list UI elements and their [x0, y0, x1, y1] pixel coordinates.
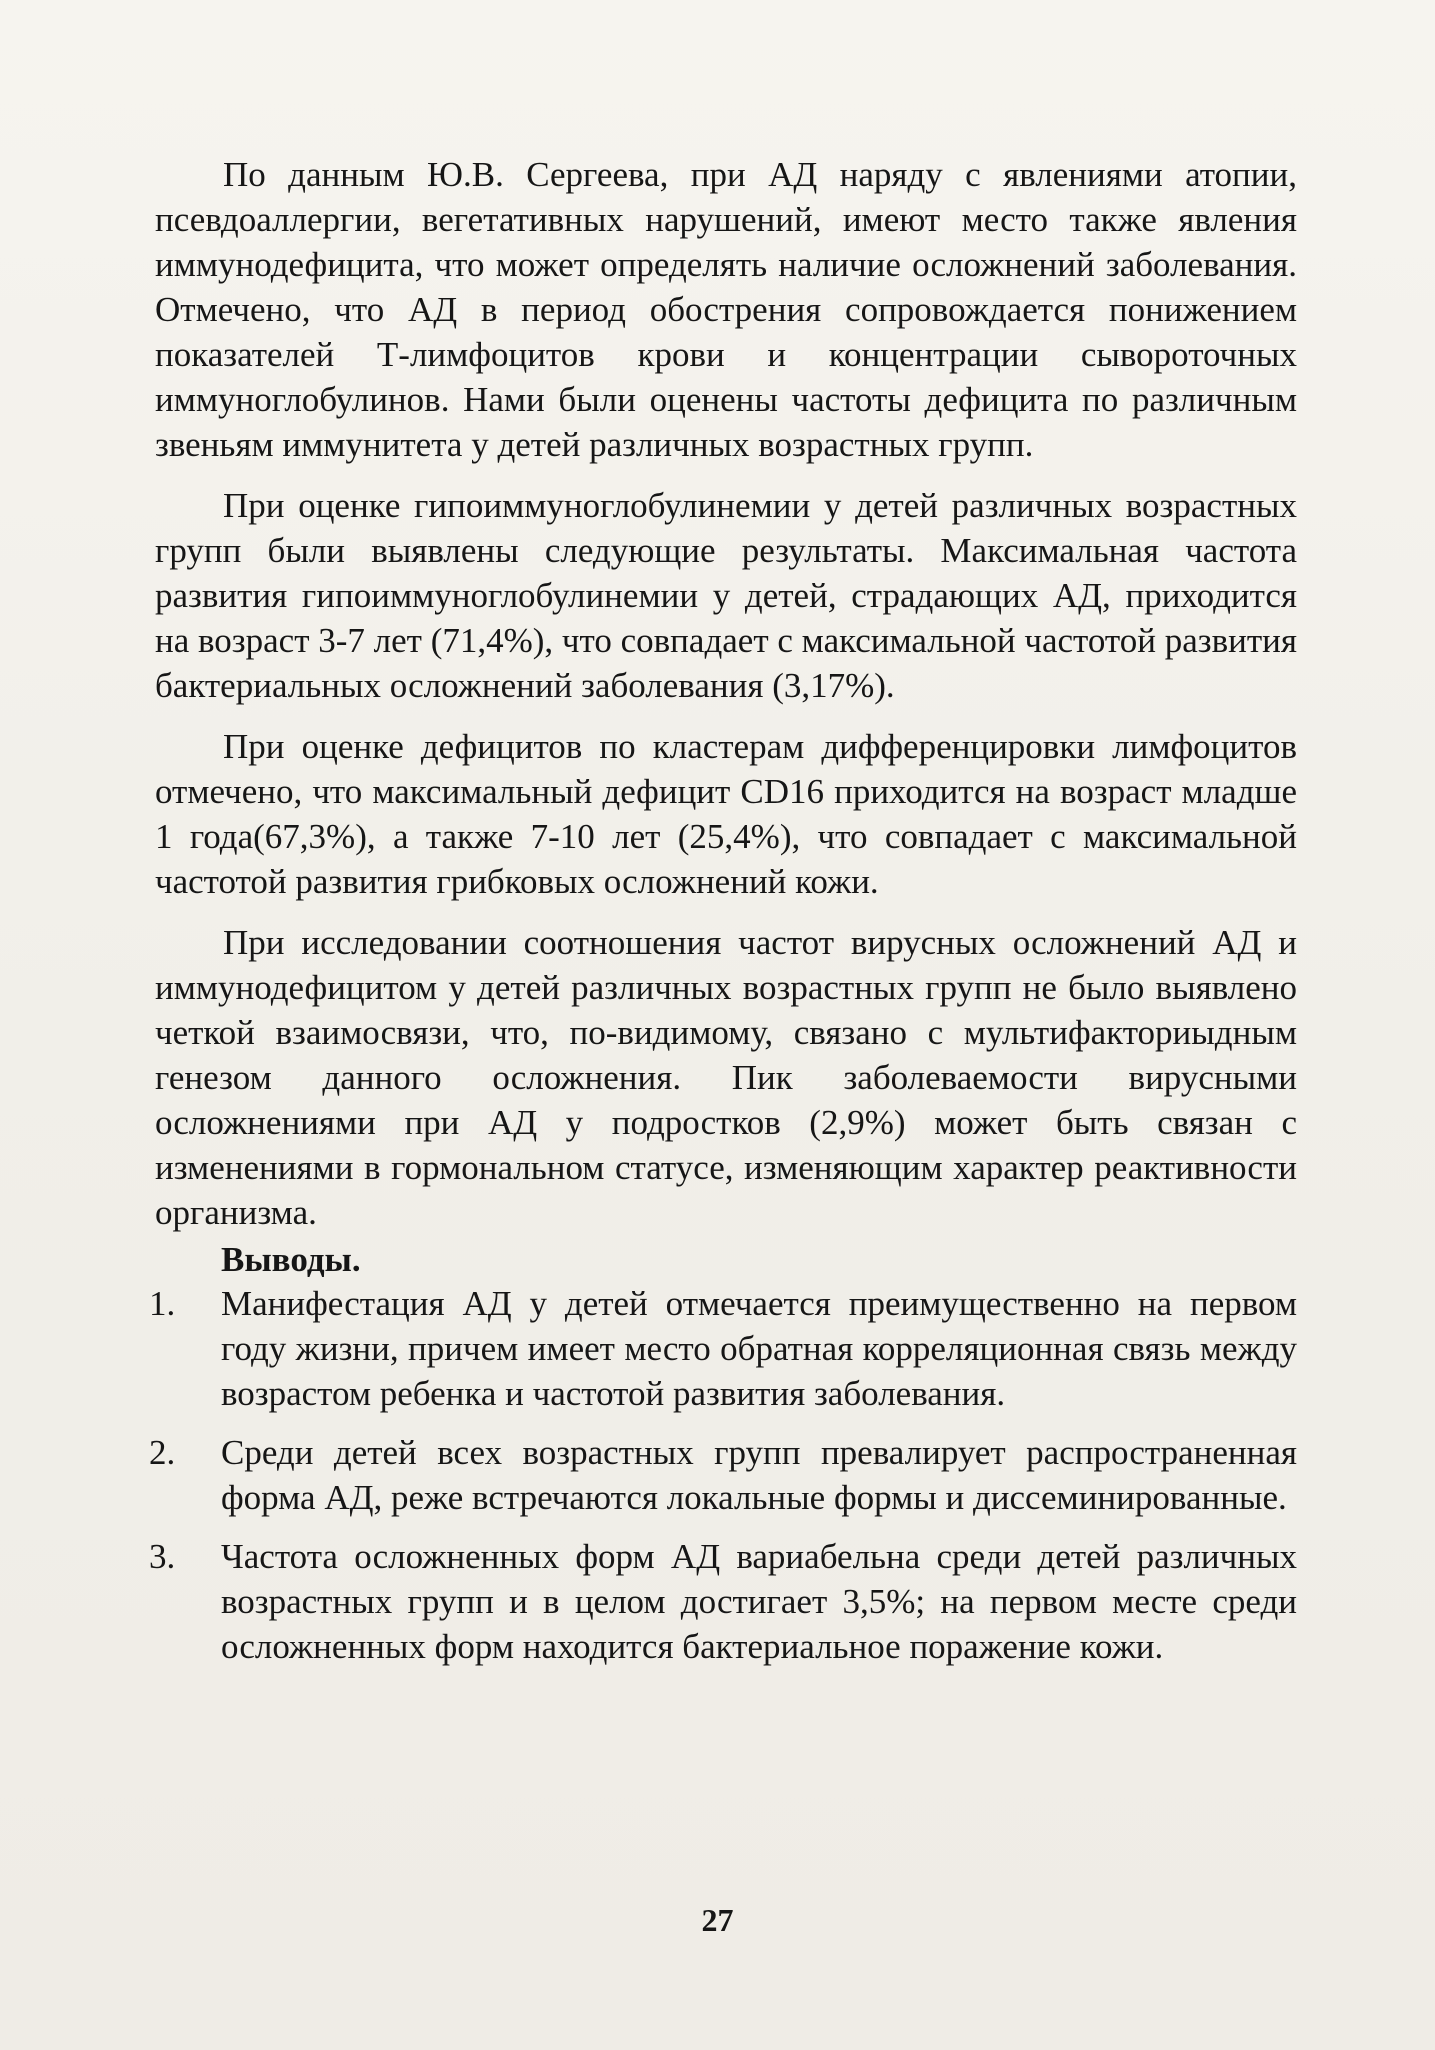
list-item-number: 2. — [149, 1433, 176, 1472]
paragraph-2: При оценке гипоиммуноглобулинемии у детей различных возрастных групп были выявлены следующие результаты. Максимальная частота развития гипоиммуноглобулинемии у детей, страдающих АД, приходится на возраст 3-7 лет (71,4%), что совпадает с максимальной частотой развития бактериальных осложнений заболевания (3,17%). — [155, 486, 1297, 705]
list-item-number: 3. — [149, 1537, 176, 1576]
page-number: 27 — [701, 1902, 734, 1938]
list-item-number: 1. — [149, 1284, 176, 1323]
list-item-text: Манифестация АД у детей отмечается преимущественно на первом году жизни, причем имеет место обратная корреляционная связь между возрастом ребенка и частотой развития заболевания. — [221, 1284, 1297, 1413]
paragraph-4: При исследовании соотношения частот вирусных осложнений АД и иммунодефицитом у детей различных возрастных групп не было выявлено четкой взаимосвязи, что, по-видимому, связано с мультифакториыдным генезом данного осложнения. Пик заболеваемости вирусными осложнениями при АД у подростков (2,9%) может быть связан с изменениями в гормональном статусе, изменяющим характер реактивности организма. — [155, 923, 1297, 1232]
list-item — [149, 1281, 1297, 1416]
list-item — [149, 1534, 1297, 1669]
list-item-text: Частота осложненных форм АД вариабельна среди детей различных возрастных групп и в целом достигает 3,5%; на первом месте среди осложненных форм находится бактериальное поражение кожи. — [221, 1537, 1297, 1666]
conclusions-list — [149, 1281, 1297, 1669]
list-item-text: Среди детей всех возрастных групп превалирует распространенная форма АД, реже встречаются локальные формы и диссеминированные. — [221, 1433, 1297, 1517]
conclusions-heading: Выводы. — [221, 1240, 361, 1279]
list-item — [149, 1430, 1297, 1520]
paragraph-3: При оценке дефицитов по кластерам дифференцировки лимфоцитов отмечено, что максимальный дефицит CD16 приходится на возраст младше 1 года(67,3%), а также 7-10 лет (25,4%), что совпадает с максимальной частотой развития грибковых осложнений кожи. — [155, 727, 1297, 901]
body-text — [149, 152, 1297, 1683]
paragraph-1: По данным Ю.В. Сергеева, при АД наряду с явлениями атопии, псевдоаллергии, вегетативных нарушений, имеют место также явления иммунодефицита, что может определять наличие осложнений заболевания. Отмечено, что АД в период обострения сопровождается понижением показателей Т-лимфоцитов крови и концентрации сывороточных иммуноглобулинов. Нами были оценены частоты дефицита по различным звеньям иммунитета у детей различных возрастных групп. — [155, 155, 1297, 464]
